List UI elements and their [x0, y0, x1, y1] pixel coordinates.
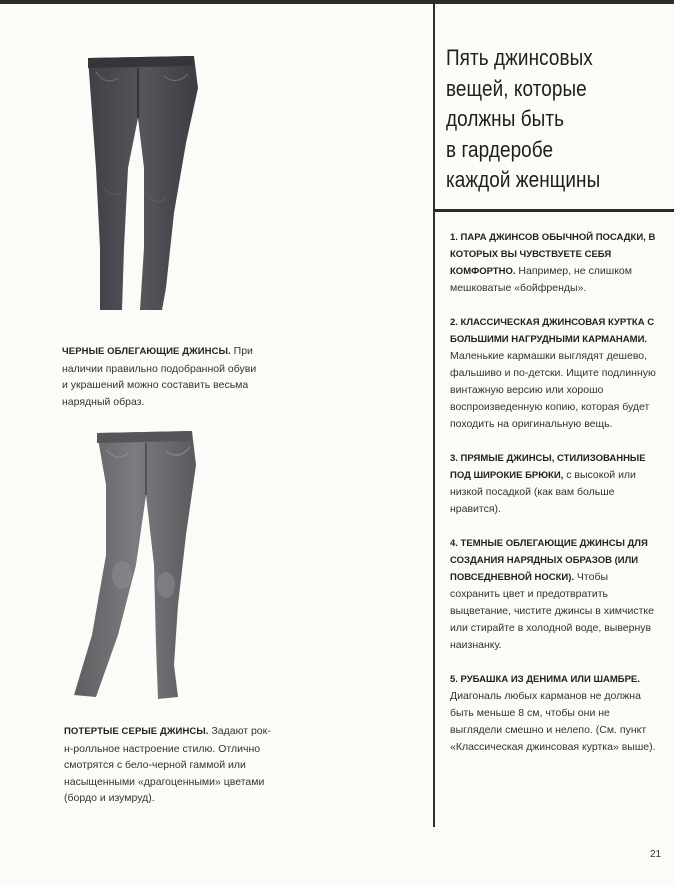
item-text: Маленькие кармашки выглядят дешево, фальшиво и по-детски. Ищите подлинную винтажную версию или хорошо воспроизведенную копию, которая будет походить на оригинальную вещь.	[450, 350, 656, 430]
list-item	[450, 314, 660, 433]
title-divider	[434, 209, 674, 212]
list-item	[450, 535, 660, 654]
list-item	[450, 229, 660, 297]
title-line: в гардеробе	[446, 136, 554, 162]
black-jeans-caption	[62, 343, 262, 410]
list-item	[450, 671, 660, 756]
title-line: каждой женщины	[446, 167, 601, 192]
black-jeans-image	[66, 48, 216, 328]
column-divider	[433, 4, 435, 827]
title-line: Пять джинсовых	[446, 45, 593, 70]
caption-text: При наличии правильно подобранной обуви и украшений можно составить весьма нарядный образ.	[62, 345, 257, 408]
item-text: Диагональ любых карманов не должна быть меньше 8 см, чтобы они не выглядели смешно и нелепо. (См. пункт «Классическая джинсовая куртка» выше).	[450, 690, 656, 753]
grey-jeans-caption	[64, 723, 274, 807]
caption-heading: ЧЕРНЫЕ ОБЛЕГАЮЩИЕ ДЖИНСЫ.	[62, 346, 231, 357]
item-heading: 5. РУБАШКА ИЗ ДЕНИМА ИЛИ ШАМБРЕ.	[450, 674, 640, 685]
page-title	[446, 43, 666, 196]
title-line: должны быть	[446, 106, 565, 131]
list-item	[450, 450, 660, 518]
item-heading: 4. ТЕМНЫЕ ОБЛЕГАЮЩИЕ ДЖИНСЫ ДЛЯ СОЗДАНИЯ НАРЯДНЫХ ОБРАЗОВ (ИЛИ ПОВСЕДНЕВНОЙ НОСКИ).	[450, 538, 648, 583]
item-heading: 2. КЛАССИЧЕСКАЯ ДЖИНСОВАЯ КУРТКА С БОЛЬШИМИ НАГРУДНЫМИ КАРМАНАМИ.	[450, 317, 655, 345]
item-heading: 3. ПРЯМЫЕ ДЖИНСЫ, СТИЛИЗОВАННЫЕ ПОД ШИРОКИЕ БРЮКИ,	[450, 453, 646, 481]
item-list	[450, 229, 660, 773]
title-line: вещей, которые	[446, 75, 587, 101]
page-number: 21	[650, 849, 662, 860]
caption-text: Задают рок-н-ролльное настроение стилю. Отлично смотрятся с бело-черной гаммой или насыщенными «драгоценными» цветами (бордо и изумруд).	[64, 725, 271, 804]
item-text: с высокой или низкой посадкой (как вам больше нравится).	[450, 469, 636, 515]
caption-heading: ПОТЕРТЫЕ СЕРЫЕ ДЖИНСЫ.	[64, 726, 209, 737]
item-text: Например, не слишком мешковатые «бойфренды».	[450, 265, 632, 294]
grey-jeans-image	[62, 425, 222, 715]
item-heading: 1. ПАРА ДЖИНСОВ ОБЫЧНОЙ ПОСАДКИ, В КОТОРЫХ ВЫ ЧУВСТВУЕТЕ СЕБЯ КОМФОРТНО.	[450, 232, 656, 277]
top-rule	[0, 0, 674, 4]
item-text: Чтобы сохранить цвет и предотвратить выцветание, чистите джинсы в химчистке или стирайте в холодной воде, вывернув наизнанку.	[450, 571, 654, 651]
